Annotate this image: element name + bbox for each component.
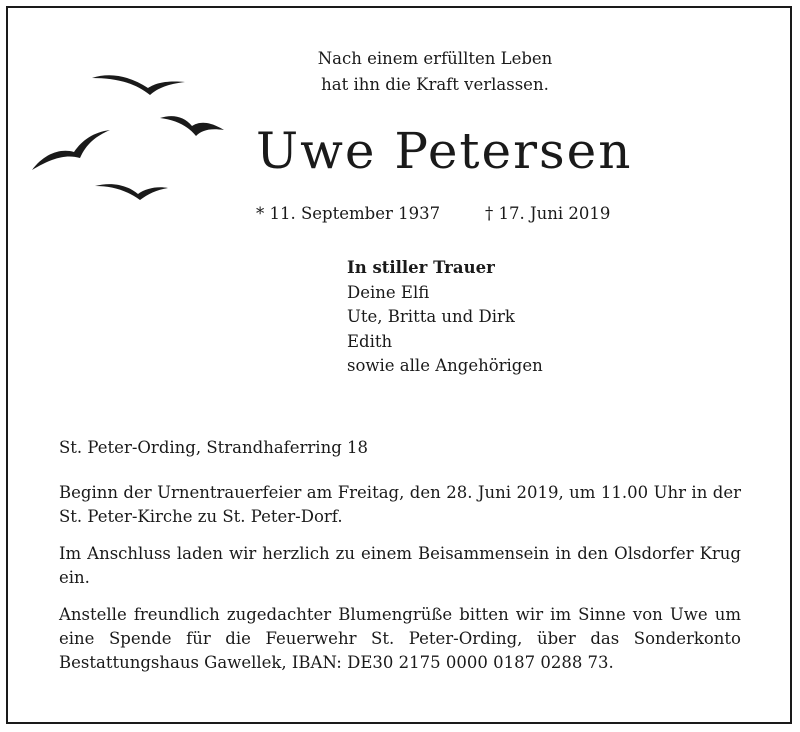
ceremony-paragraph: Beginn der Urnentrauerfeier am Freitag, den 28. Juni 2019, um 11.00 Uhr in der St. Peter-Kirche zu St. Peter-Dorf.	[59, 483, 741, 526]
bird-icon	[32, 130, 110, 170]
death-date: † 17. Juni 2019	[485, 204, 611, 223]
donation-paragraph: Anstelle freundlich zugedachter Blumengrüße bitten wir im Sinne von Uwe um eine Spende für die Feuerwehr St. Peter-Ording, über das Sonderkonto Bestattungshaus Gawellek, IBAN: DE30 2175 0000 0187 0288 73.	[59, 605, 741, 672]
mourner-name: Ute, Britta und Dirk	[347, 307, 515, 326]
address-line: St. Peter-Ording, Strandhaferring 18	[59, 438, 369, 457]
gathering-paragraph: Im Anschluss laden wir herzlich zu einem Beisammensein in den Olsdorfer Krug ein.	[59, 544, 741, 587]
mourner-name: Edith	[347, 331, 393, 351]
flying-birds-icon	[30, 68, 230, 208]
mourner-name: Deine Elfi	[347, 282, 430, 302]
mourner-name: sowie alle Angehörigen	[347, 356, 543, 375]
birth-date: * 11. September 1937	[256, 204, 441, 223]
mourners-block	[347, 256, 543, 379]
intro-line-2: hat ihn die Kraft verlassen.	[321, 75, 549, 94]
mourners-heading: In stiller Trauer	[347, 258, 495, 277]
bird-icon	[92, 75, 185, 95]
deceased-name: Uwe Petersen	[256, 122, 633, 180]
intro-line-1: Nach einem erfüllten Leben	[317, 49, 553, 68]
bird-icon	[160, 116, 224, 136]
bird-icon	[95, 184, 168, 200]
